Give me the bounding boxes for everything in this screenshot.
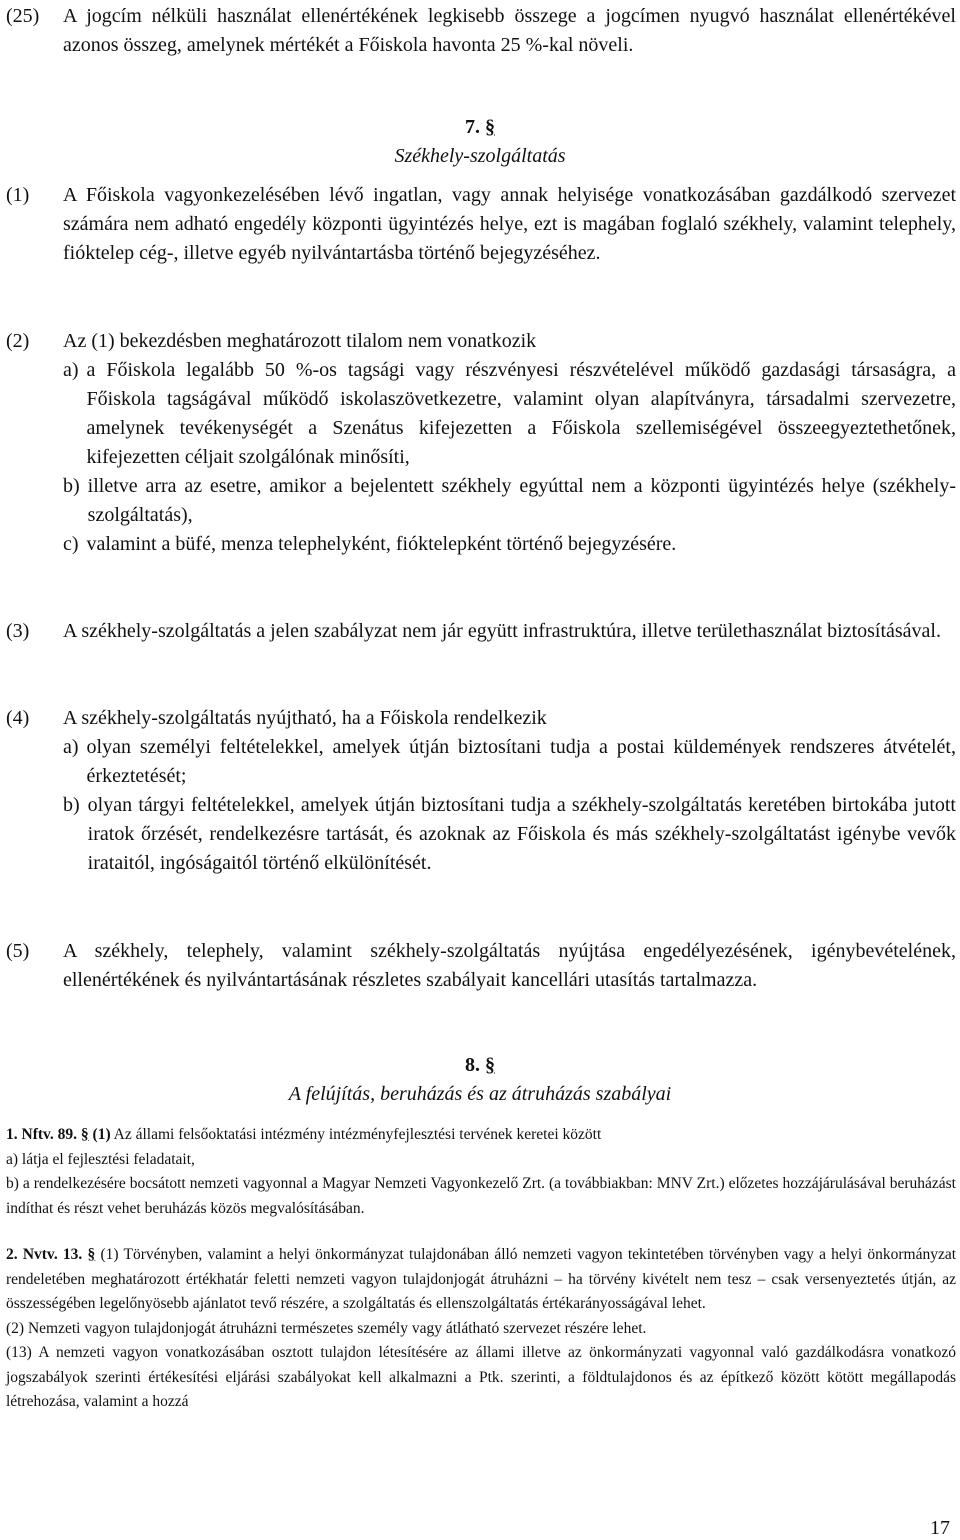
paragraph-number: (5) [6, 940, 30, 962]
paragraph-text: A jogcím nélküli használat ellenértékének legkisebb összege a jogcímen nyugvó használat ellenértékével azonos összeg, amelynek mértékét a Főiskola havonta 25 %-kal növeli. [63, 5, 956, 56]
paragraph-number: (2) [6, 330, 30, 352]
footnote-line: (13) A nemzeti vagyon vonatkozásában osztott tulajdon létesítésére az állami illetve az önkormányzati vagyonnal való gazdálkodásra vonatkozó jogszabályok szerinti értékesítési eljárási szabályokat kell alkalmazni a Ptk. szerinti, a földtulajdonos és az építkező között kötött megállapodás létrehozása, valamint a hozzá [6, 1344, 956, 1410]
paragraph-7-3 [6, 617, 956, 646]
section-8-title [0, 1080, 960, 1109]
section-title: A felújítás, beruházás és az átruházás szabályai [288, 1083, 672, 1105]
section-7-title [0, 142, 960, 171]
section-sign: § [485, 1054, 495, 1076]
footnote-line [6, 1243, 956, 1317]
section-title: Székhely-szolgáltatás [394, 145, 566, 167]
footnote-text: Az állami felsőoktatási intézmény intézményfejlesztési tervének keretei között [113, 1126, 602, 1143]
item-label: b) [63, 475, 80, 497]
paragraph-text: A székhely, telephely, valamint székhely-szolgáltatás nyújtása engedélyezésének, igénybevételének, ellenértékének és nyilvántartásának részletes szabályait kancellári utasítás tartalmazza. [63, 940, 956, 991]
page-number: 17 [930, 1517, 950, 1539]
list-item [63, 791, 956, 878]
paragraph-7-1 [6, 181, 956, 268]
item-text: valamint a büfé, menza telephelyként, fióktelepként történő bejegyzésére. [86, 533, 677, 555]
paragraph-number: (25) [6, 5, 40, 27]
section-sign: § [87, 1246, 96, 1263]
paragraph-7-5 [6, 937, 956, 995]
paragraph-number: (4) [6, 707, 30, 729]
section-number: 8. [465, 1054, 480, 1076]
paragraph-body [63, 327, 956, 559]
footnote-line: (2) Nemzeti vagyon tulajdonjogát átruházni természetes személy vagy átlátható szervezet részére lehet. [6, 1319, 647, 1337]
paragraph-text: Az (1) bekezdésben meghatározott tilalom nem vonatkozik [63, 330, 537, 352]
footnote-line: a) látja el fejlesztési feladatait, [6, 1150, 195, 1168]
paragraph-25 [6, 2, 956, 60]
footnote-text: (1) Törvényben, valamint a helyi önkormányzat tulajdonában álló nemzeti vagyon tekintetében törvényben vagy a helyi önkormányzat rendeletében meghatározott értékhatár feletti nemzeti vagyon tulajdonjogát átruházni – ha törvény kivételt nem tesz – csak versenyeztetés útján, az összességében legelőnyösebb ajánlatot tevő részére, a szolgáltatás és ellenszolgáltatás értékarányosságával lehet. [6, 1246, 957, 1312]
paragraph-text: A székhely-szolgáltatás a jelen szabályzat nem jár együtt infrastruktúra, illetve területhasználat biztosításával. [63, 620, 941, 642]
section-sign: § [80, 1126, 89, 1143]
item-text: a Főiskola legalább 50 %-os tagsági vagy részvényesi részvételével működő gazdasági társaságra, a Főiskola tagságával működő iskolaszövetkezetre, valamint olyan alapítványra, társadalmi szervezetre, amelynek tevékenységét a Szenátus kifejezetten a Főiskola szellemiségével összeegyeztethetőnek, kifejezetten céljait szolgálónak minősíti, [86, 359, 956, 468]
paragraph-7-2 [6, 327, 956, 559]
item-text: olyan személyi feltételekkel, amelyek útján biztosítani tudja a postai küldemények rendszeres átvételét, érkeztetését; [86, 736, 956, 787]
section-sign: § [485, 116, 495, 138]
footnote-reference: 2. Nvtv. 13. [6, 1246, 83, 1263]
list-item [63, 472, 956, 530]
paragraph-body [63, 704, 956, 878]
paragraph-text: A székhely-szolgáltatás nyújtható, ha a Főiskola rendelkezik [63, 707, 547, 729]
paragraph-7-4 [6, 704, 956, 878]
footnote-2 [6, 1243, 956, 1415]
section-7-number [0, 113, 960, 142]
footnote-reference: 1. Nftv. 89. [6, 1126, 78, 1143]
item-label: c) [63, 533, 79, 555]
paragraph-number: (3) [6, 620, 30, 642]
paragraph-text: A Főiskola vagyonkezelésében lévő ingatlan, vagy annak helyisége vonatkozásában gazdálkodó szervezet számára nem adható engedély központi ügyintézés helye, ezt is magában foglaló székhely, valamint telephely, fióktelep cég-, illetve egyéb nyilvántartásba történő bejegyzéséhez. [63, 184, 956, 264]
footnote-line: b) a rendelkezésére bocsátott nemzeti vagyonnal a Magyar Nemzeti Vagyonkezelő Zrt. (a továbbiakban: MNV Zrt.) előzetes hozzájárulásával beruházást indíthat és részt vehet beruházás közös megvalósításában. [6, 1175, 956, 1217]
list-item [63, 733, 956, 791]
section-number: 7. [465, 116, 480, 138]
footnote-1 [6, 1123, 956, 1221]
footnote-paragraph: (1) [92, 1126, 111, 1143]
item-text: illetve arra az esetre, amikor a bejelentett székhely egyúttal nem a központi ügyintézés helye (székhely-szolgáltatás), [87, 475, 956, 526]
list-item [63, 530, 956, 559]
item-label: b) [63, 794, 80, 816]
paragraph-number: (1) [6, 184, 30, 206]
item-text: olyan tárgyi feltételekkel, amelyek útján biztosítani tudja a székhely-szolgáltatás keretében birtokába jutott iratok őrzését, rendelkezésre tartását, és azoknak az Főiskola és más székhely-szolgáltatást igénybe vevők irataitól, ingóságaitól történő elkülönítését. [87, 794, 956, 874]
list-item [63, 356, 956, 472]
footnote-line [6, 1123, 956, 1148]
item-label: a) [63, 359, 79, 381]
section-8-number [0, 1051, 960, 1080]
item-label: a) [63, 736, 79, 758]
